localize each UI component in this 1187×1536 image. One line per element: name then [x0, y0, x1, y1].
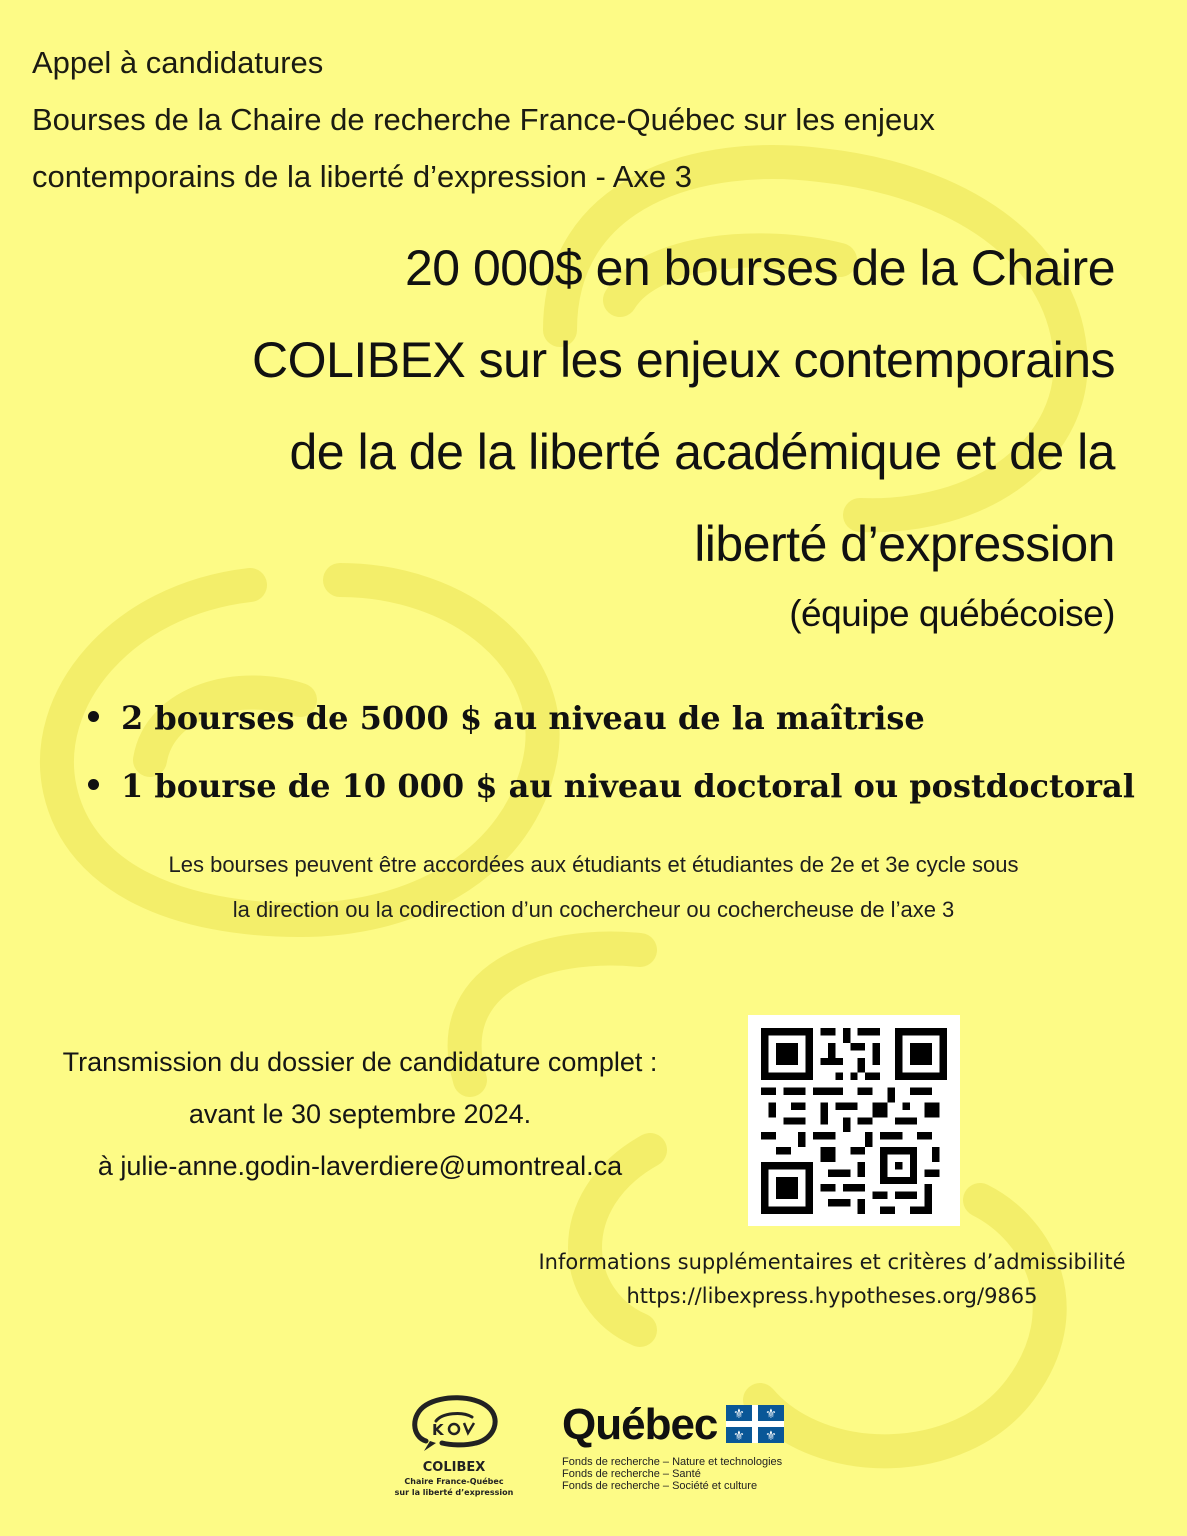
scholarship-title-line2: contemporains de la liberté d’expression - Axe 3	[32, 159, 692, 194]
svg-text:⚜: ⚜	[733, 1407, 745, 1422]
quebec-flag-icon	[726, 1405, 784, 1443]
bullet-list	[88, 684, 1135, 820]
info-url-link[interactable]: https://libexpress.hypotheses.org/9865	[626, 1284, 1038, 1308]
colibex-logo	[390, 1393, 518, 1498]
colibex-subtitle-1: Chaire France-Québec	[404, 1477, 504, 1486]
bullet-icon	[88, 779, 99, 790]
scholarship-title-line1: Bourses de la Chaire de recherche France-Québec sur les enjeux	[32, 102, 935, 137]
colibex-name: COLIBEX	[422, 1460, 486, 1475]
funds-list	[562, 1456, 822, 1492]
headline-line2: COLIBEX sur les enjeux contemporains	[252, 332, 1115, 388]
qr-code-icon	[761, 1028, 947, 1214]
qr-code[interactable]	[748, 1015, 960, 1226]
fund-nature: Fonds de recherche – Nature et technologies	[562, 1456, 783, 1468]
headline-line4: liberté d’expression	[694, 516, 1115, 572]
note-line2: la direction ou la codirection d’un cochercheur ou cochercheuse de l’axe 3	[232, 897, 955, 922]
call-for-applications-label: Appel à candidatures	[32, 45, 324, 80]
fund-societe: Fonds de recherche – Société et culture	[562, 1480, 758, 1492]
headline-line1: 20 000$ en bourses de la Chaire	[404, 240, 1115, 296]
headline	[55, 222, 1115, 640]
info-block	[500, 1245, 1164, 1313]
info-label: Informations supplémentaires et critères d’admissibilité	[538, 1250, 1126, 1274]
bullet-text: 1 bourse de 10 000 $ au niveau doctoral ou postdoctoral	[121, 767, 1135, 805]
headline-line3: de la de la liberté académique et de la	[289, 424, 1115, 480]
fund-sante: Fonds de recherche – Santé	[562, 1468, 701, 1480]
eligibility-note	[40, 842, 1147, 932]
header-block	[32, 34, 1152, 205]
svg-text:K: K	[432, 1421, 444, 1439]
quebec-wordmark: Québec	[562, 1400, 718, 1449]
colibex-subtitle-2: sur la liberté d’expression	[394, 1488, 514, 1497]
svg-text:⚜: ⚜	[733, 1429, 745, 1443]
list-item	[88, 684, 1135, 752]
team-label: (équipe québécoise)	[789, 593, 1115, 634]
colibex-logo-icon	[406, 1393, 502, 1455]
note-line1: Les bourses peuvent être accordées aux étudiants et étudiantes de 2e et 3e cycle sous	[168, 852, 1019, 877]
deadline-text: avant le 30 septembre 2024.	[188, 1099, 532, 1129]
bullet-icon	[88, 711, 99, 722]
submission-block	[40, 1036, 680, 1192]
svg-text:⚜: ⚜	[765, 1429, 777, 1443]
list-item	[88, 752, 1135, 820]
bullet-text: 2 bourses de 5000 $ au niveau de la maîtrise	[121, 699, 925, 737]
quebec-logo	[562, 1400, 822, 1492]
submission-line1: Transmission du dossier de candidature complet :	[62, 1047, 658, 1077]
svg-text:⚜: ⚜	[765, 1407, 777, 1422]
email-link[interactable]: à julie-anne.godin-laverdiere@umontreal.ca	[97, 1151, 623, 1181]
